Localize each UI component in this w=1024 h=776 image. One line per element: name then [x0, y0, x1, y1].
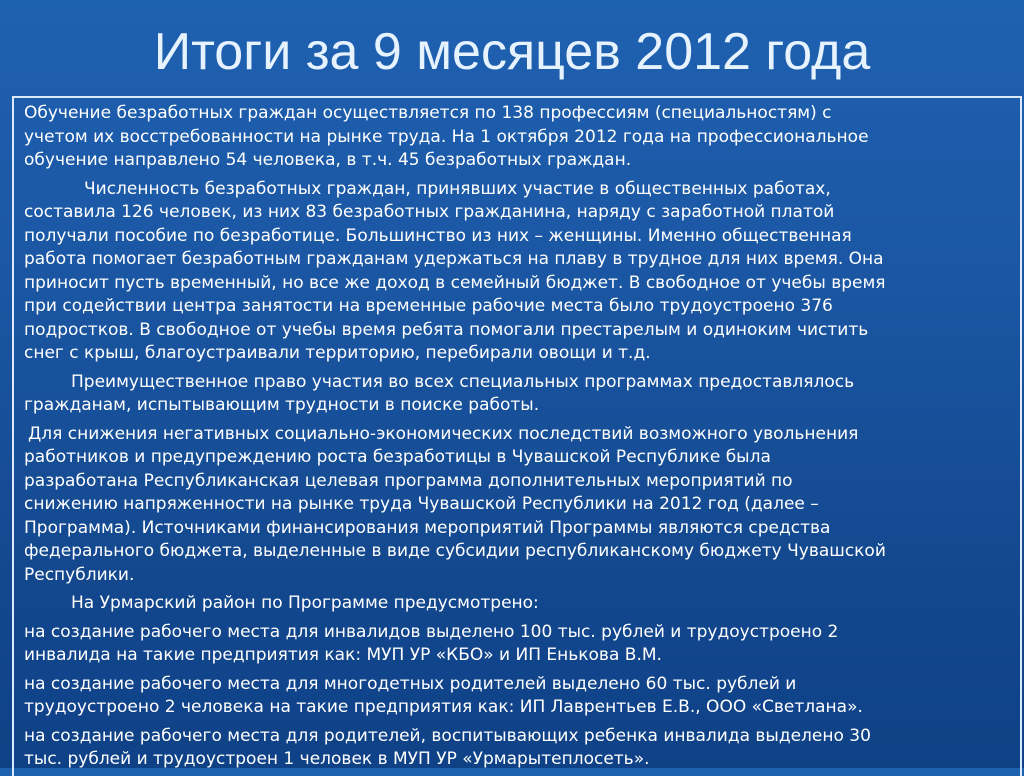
- text-line: работа помогает безработным гражданам удержаться на плаву в трудное для них время. Она: [24, 249, 884, 269]
- paragraph-training: [24, 102, 1008, 173]
- text-line: разработана Республиканская целевая программа дополнительных мероприятий по: [24, 470, 793, 491]
- text-line: Численность безработных граждан, принявших участие в общественных работах,: [84, 178, 831, 199]
- paragraph-urmary: [24, 592, 1008, 616]
- text-line: получали пособие по безработице. Большинство из них – женщины. Именно общественная: [24, 225, 852, 246]
- text-line: работников и предупреждению роста безработицы в Чувашской Республике была: [24, 447, 771, 467]
- text-line: Республики.: [24, 564, 135, 585]
- text-line: Обучение безработных граждан осуществляется по 138 профессиям (специальностям) с: [24, 103, 832, 123]
- text-line: Программа). Источниками финансирования мероприятий Программы являются средства: [24, 517, 831, 538]
- text-line: приносит пусть временный, но все же доход в семейный бюджет. В свободное от учебы время: [24, 272, 886, 293]
- slide-title: Итоги за 9 месяцев 2012 года: [153, 23, 871, 81]
- paragraph-priority: [24, 371, 1008, 418]
- paragraph-program: [24, 423, 1008, 588]
- paragraph-disabled: [24, 621, 1008, 668]
- content-box: [12, 96, 1022, 776]
- text-line: обучение направлено 54 человека, в т.ч. 45 безработных граждан.: [24, 150, 632, 170]
- text-line: снег с крыш, благоустраивали территорию, перебирали овощи и т.д.: [24, 343, 651, 363]
- text-line: Для снижения негативных социально-экономических последствий возможного увольнения: [28, 423, 859, 444]
- text-line: федерального бюджета, выделенные в виде субсидии республиканскому бюджету Чувашской: [24, 541, 886, 561]
- text-line: на создание рабочего места для инвалидов выделено 100 тыс. рублей и трудоустроено 2: [24, 621, 839, 642]
- text-line: тыс. рублей и трудоустроен 1 человек в МУП УР «Урмарытеплосеть».: [24, 749, 650, 769]
- text-line: на создание рабочего места для родителей, воспитывающих ребенка инвалида выделено 30: [24, 725, 871, 746]
- paragraph-public-works: [24, 178, 1008, 366]
- text-line: на создание рабочего места для многодетных родителей выделено 60 тыс. рублей и: [24, 673, 797, 694]
- text-line: На Урмарский район по Программе предусмотрено:: [71, 593, 539, 613]
- text-line: учетом их восстребованности на рынке труда. На 1 октября 2012 года на профессиональное: [24, 126, 869, 147]
- text-line: подростков. В свободное от учебы время ребята помогали престарелым и одиноким чистить: [24, 319, 869, 340]
- paragraph-large-families: [24, 673, 1008, 720]
- content-text: [24, 102, 1008, 776]
- text-line: гражданам, испытывающим трудности в поиске работы.: [24, 395, 540, 415]
- text-line: трудоустроено 2 человека на такие предприятия как: ИП Лаврентьев Е.В., ООО «Светлана».: [24, 697, 863, 717]
- text-line: Преимущественное право участия во всех специальных программах предоставлялось: [71, 371, 855, 392]
- text-line: составила 126 человек, из них 83 безработных гражданина, наряду с заработной платой: [24, 202, 835, 222]
- text-line: снижению напряженности на рынке труда Чувашской Республики на 2012 год (далее –: [24, 494, 819, 514]
- text-line: при содействии центра занятости на временные рабочие места было трудоустроено 376: [24, 296, 833, 316]
- text-line: инвалида на такие предприятия как: МУП УР «КБО» и ИП Енькова В.М.: [24, 645, 662, 665]
- paragraph-parents: [24, 725, 1008, 772]
